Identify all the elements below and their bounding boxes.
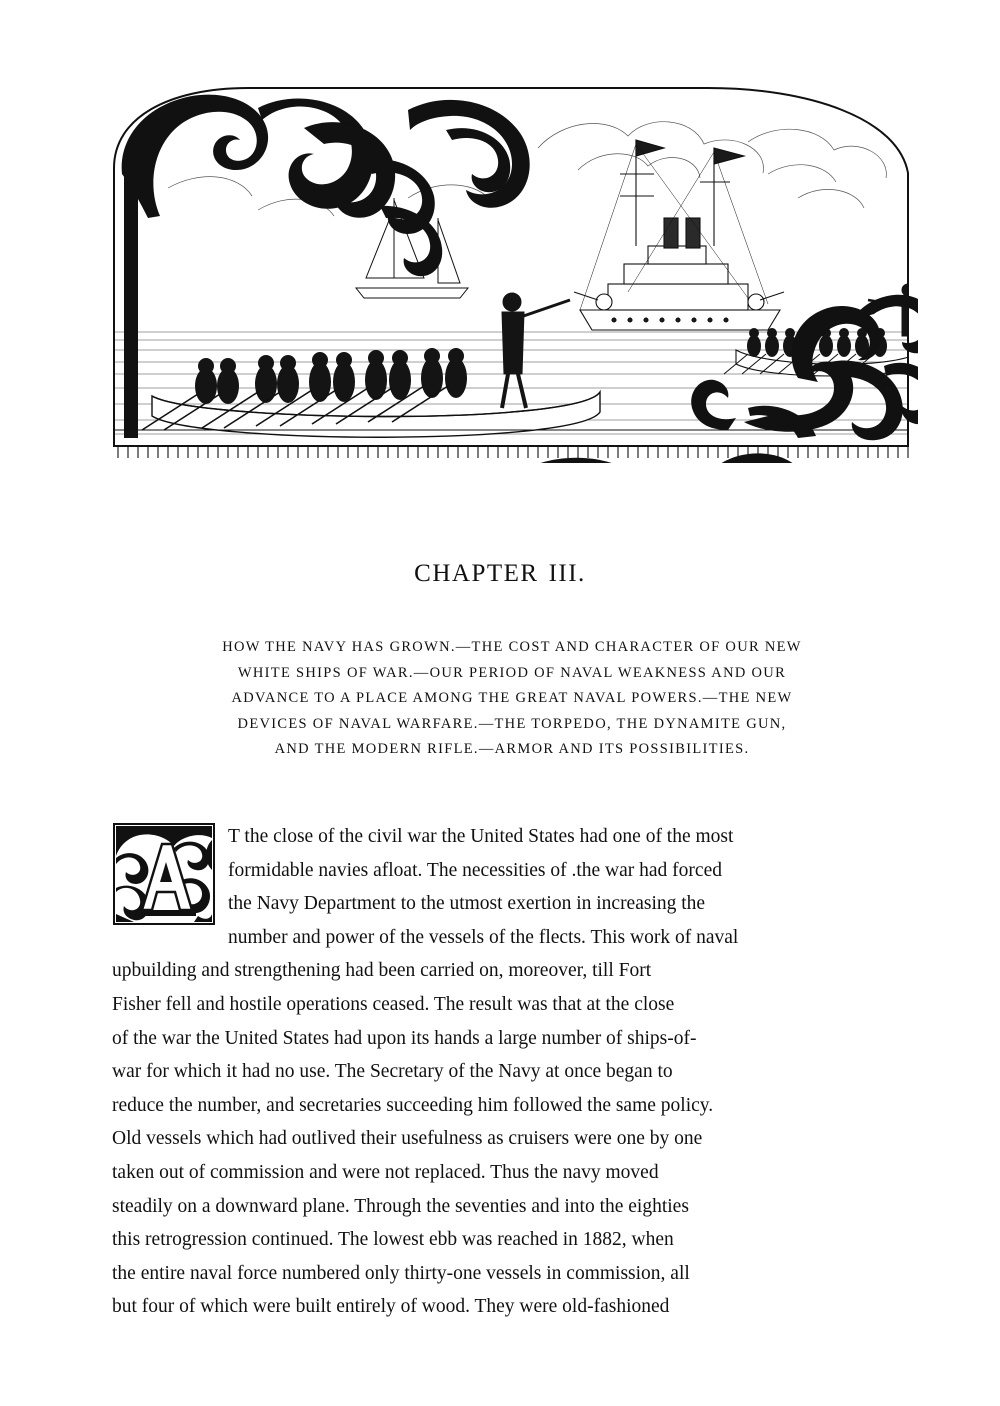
decorated-drop-cap bbox=[112, 822, 216, 926]
body-line: taken out of commission and were not replaced. Thus the navy moved bbox=[112, 1161, 659, 1183]
body-line: formidable navies afloat. The necessities of .the war had forced bbox=[228, 859, 722, 881]
body-line: Fisher fell and hostile operations ceased. The result was that at the close bbox=[112, 993, 675, 1015]
body-line: upbuilding and strengthening had been carried on, moreover, till Fort bbox=[112, 960, 652, 982]
chapter-number: III. bbox=[548, 560, 586, 587]
page-title bbox=[0, 560, 1000, 588]
chapter-label: CHAPTER bbox=[414, 560, 539, 587]
synopsis-line: AND THE MODERN RIFLE.—ARMOR AND ITS POSSIBILITIES. bbox=[274, 741, 750, 757]
naval-boat-race-engraving bbox=[108, 78, 918, 463]
body-line: Old vessels which had outlived their usefulness as cruisers were one by one bbox=[112, 1128, 703, 1150]
body-line: war for which it had no use. The Secretary of the Navy at once began to bbox=[112, 1061, 673, 1083]
body-line: but four of which were built entirely of wood. They were old-fashioned bbox=[112, 1296, 670, 1318]
body-line: this retrogression continued. The lowest ebb was reached in 1882, when bbox=[112, 1229, 674, 1251]
body-line: number and power of the vessels of the flects. This work of naval bbox=[228, 926, 739, 948]
body-line: the Navy Department to the utmost exertion in increasing the bbox=[228, 893, 706, 915]
synopsis-line: ADVANCE TO A PLACE AMONG THE GREAT NAVAL POWERS.—THE NEW bbox=[231, 690, 793, 706]
body-paragraph-indented bbox=[112, 820, 918, 954]
chapter-synopsis bbox=[112, 635, 912, 763]
synopsis-line: DEVICES OF NAVAL WARFARE.—THE TORPEDO, THE DYNAMITE GUN, bbox=[237, 715, 787, 732]
body-text bbox=[112, 820, 918, 1324]
body-line: steadily on a downward plane. Through the seventies and into the eighties bbox=[112, 1195, 689, 1217]
body-line: the entire naval force numbered only thirty-one vessels in commission, all bbox=[112, 1262, 690, 1284]
body-paragraph-continued bbox=[112, 954, 918, 1324]
body-line: T the close of the civil war the United States had one of the most bbox=[228, 826, 734, 847]
chapter-headpiece-illustration bbox=[108, 78, 918, 463]
body-line: reduce the number, and secretaries succeeding him followed the same policy. bbox=[112, 1094, 714, 1116]
synopsis-line: WHITE SHIPS OF WAR.—OUR PERIOD OF NAVAL WEAKNESS AND OUR bbox=[237, 664, 787, 681]
body-line: of the war the United States had upon its hands a large number of ships-of- bbox=[112, 1027, 697, 1049]
synopsis-line: HOW THE NAVY HAS GROWN.—THE COST AND CHARACTER OF OUR NEW bbox=[222, 639, 802, 655]
